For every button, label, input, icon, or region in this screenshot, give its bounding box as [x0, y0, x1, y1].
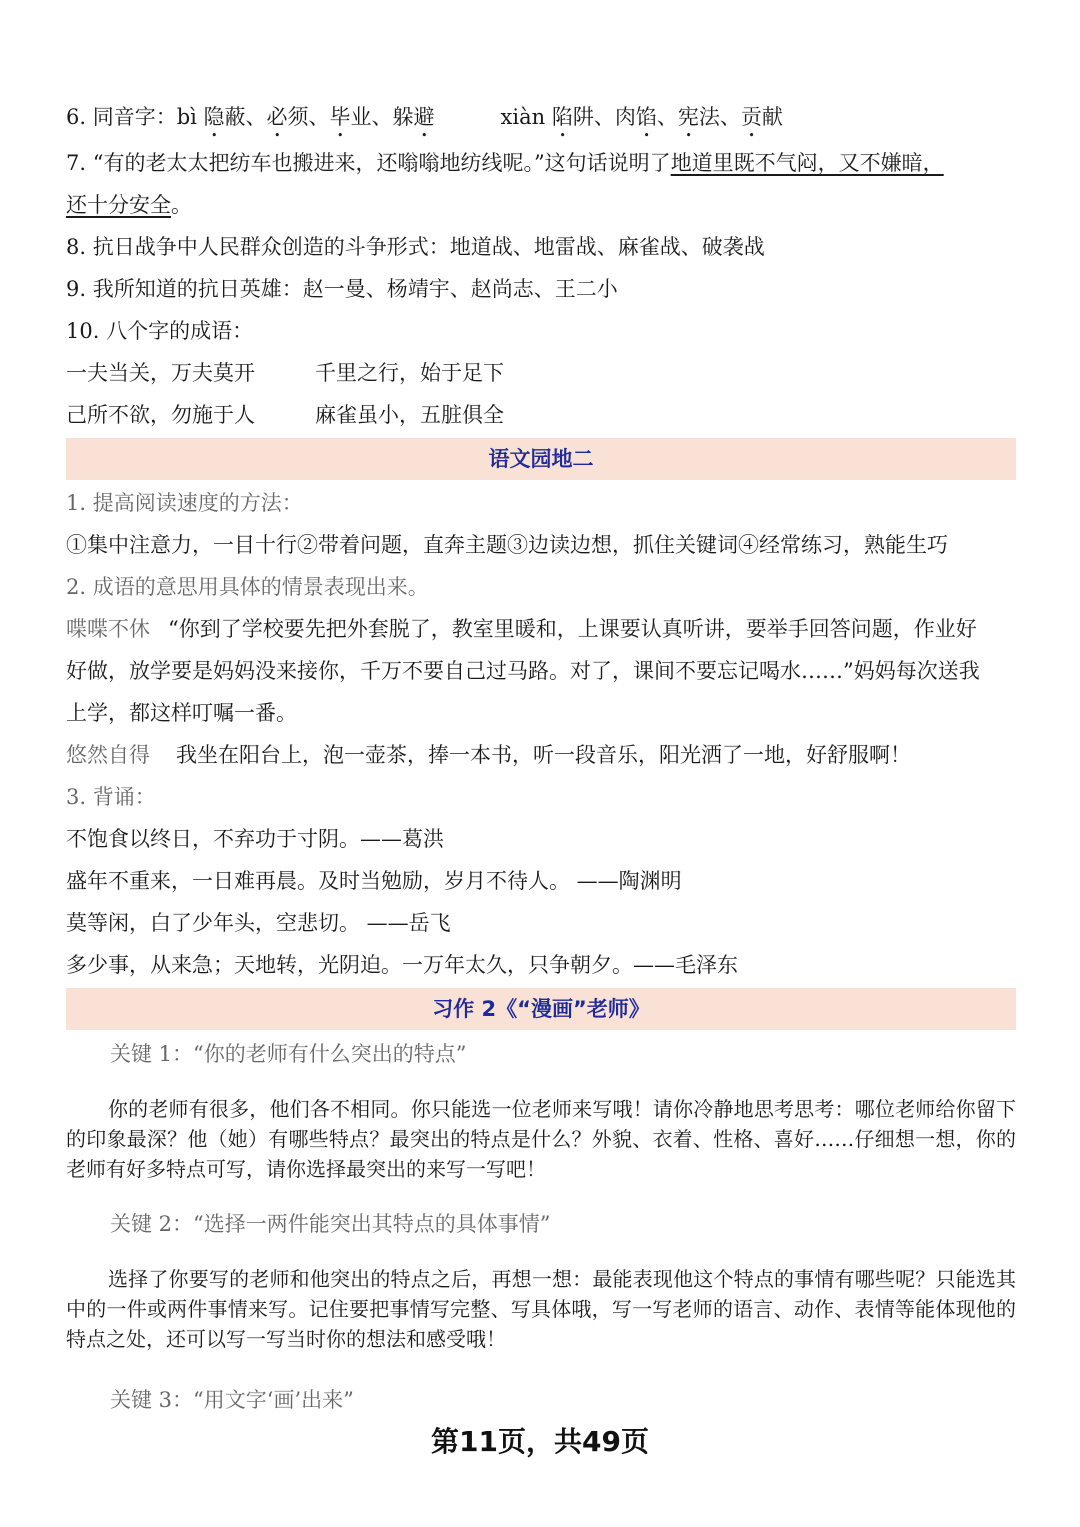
section-heading-xizuo: 习作 2《“漫画”老师》	[66, 988, 1016, 1030]
page-number: 第11页，共49页	[431, 1425, 649, 1458]
question-2: 2. 成语的意思用具体的情景表现出来。	[66, 575, 429, 599]
recitation-line: 多少事，从来急；天地转，光阴迫。一万年太久，只争朝夕。——毛泽东	[66, 953, 738, 977]
idiom-example-1-end: 上学，都这样叮嘱一番。	[66, 701, 297, 725]
idiom-row-1	[66, 352, 1016, 394]
item-10: 10. 八个字的成语：	[66, 319, 254, 343]
item-8: 8. 抗日战争中人民群众创造的斗争形式：地道战、地雷战、麻雀战、破袭战	[66, 235, 765, 259]
recitation-line: 不饱食以终日，不弃功于寸阴。——葛洪	[66, 827, 444, 851]
idiom-row-2	[66, 394, 1016, 436]
item-9: 9. 我所知道的抗日英雄：赵一曼、杨靖宇、赵尚志、王二小	[66, 277, 618, 301]
idiom: 麻雀虽小，五脏俱全	[315, 403, 504, 427]
underlined-answer-end: 还十分安全	[66, 193, 171, 217]
idiom: 一夫当关，万夫莫开	[66, 361, 255, 385]
key-point-1: 关键 1：“你的老师有什么突出的特点”	[110, 1042, 467, 1066]
question-3: 3. 背诵：	[66, 785, 156, 809]
recitation-line: 莫等闲，白了少年头，空悲切。 ——岳飞	[66, 911, 451, 935]
key-point-1-paragraph: 你的老师有很多，他们各不相同。你只能选一位老师来写哦！请你冷静地思考思考：哪位老师给你留下的印象最深？他（她）有哪些特点？最突出的特点是什么？外貌、衣着、性格、喜好……仔细想一想，你的老师有好多特点可写，请你选择最突出的来写一写吧！	[66, 1097, 1016, 1181]
key-point-2: 关键 2：“选择一两件能突出其特点的具体事情”	[110, 1212, 551, 1236]
document-page	[66, 96, 1016, 1418]
idiom: 己所不欲，勿施于人	[66, 403, 255, 427]
item-7-text: 7. “有的老太太把纺车也搬进来，还嗡嗡地纺线呢。”这句话说明了地道里既不气闷，又不嫌暗，	[66, 151, 944, 175]
item-7-continuation: 还十分安全。	[66, 193, 192, 217]
recitation-line: 盛年不重来，一日难再晨。及时当勉励，岁月不待人。 ——陶渊明	[66, 869, 682, 893]
idiom-example-1: 喋喋不休 “你到了学校要先把外套脱了，教室里暖和，上课要认真听讲，要举手回答问题，作业好	[66, 617, 977, 641]
section-heading-yuwen-yuandi: 语文园地二	[66, 438, 1016, 480]
idiom-example-2: 悠然自得 我坐在阳台上，泡一壶茶，捧一本书，听一段音乐，阳光洒了一地，好舒服啊！	[66, 743, 911, 767]
key-point-3: 关键 3：“用文字‘画’出来”	[110, 1388, 354, 1412]
idiom-example-1-cont: 好做，放学要是妈妈没来接你，千万不要自己过马路。对了，课间不要忘记喝水……”妈妈每次送我	[66, 659, 980, 683]
key-point-2-paragraph: 选择了你要写的老师和他突出的特点之后，再想一想：最能表现他这个特点的事情有哪些呢？只能选其中的一件或两件事情来写。记住要把事情写完整、写具体哦，写一写老师的语言、动作、表情等能体现他的特点之处，还可以写一写当时你的想法和感受哦！	[66, 1267, 1016, 1351]
idiom: 千里之行，始于足下	[315, 361, 504, 385]
question-1: 1. 提高阅读速度的方法：	[66, 491, 303, 515]
answer-1: ①集中注意力，一目十行②带着问题，直奔主题③边读边想，抓住关键词④经常练习，熟能生巧	[66, 533, 948, 557]
underlined-answer: 地道里既不气闷，又不嫌暗，	[670, 151, 944, 175]
item-6-homophones: 6. 同音字：bì 隐蔽、必须、毕业、躲避 xiàn 陷阱、肉馅、宪法、贡献	[66, 105, 783, 129]
